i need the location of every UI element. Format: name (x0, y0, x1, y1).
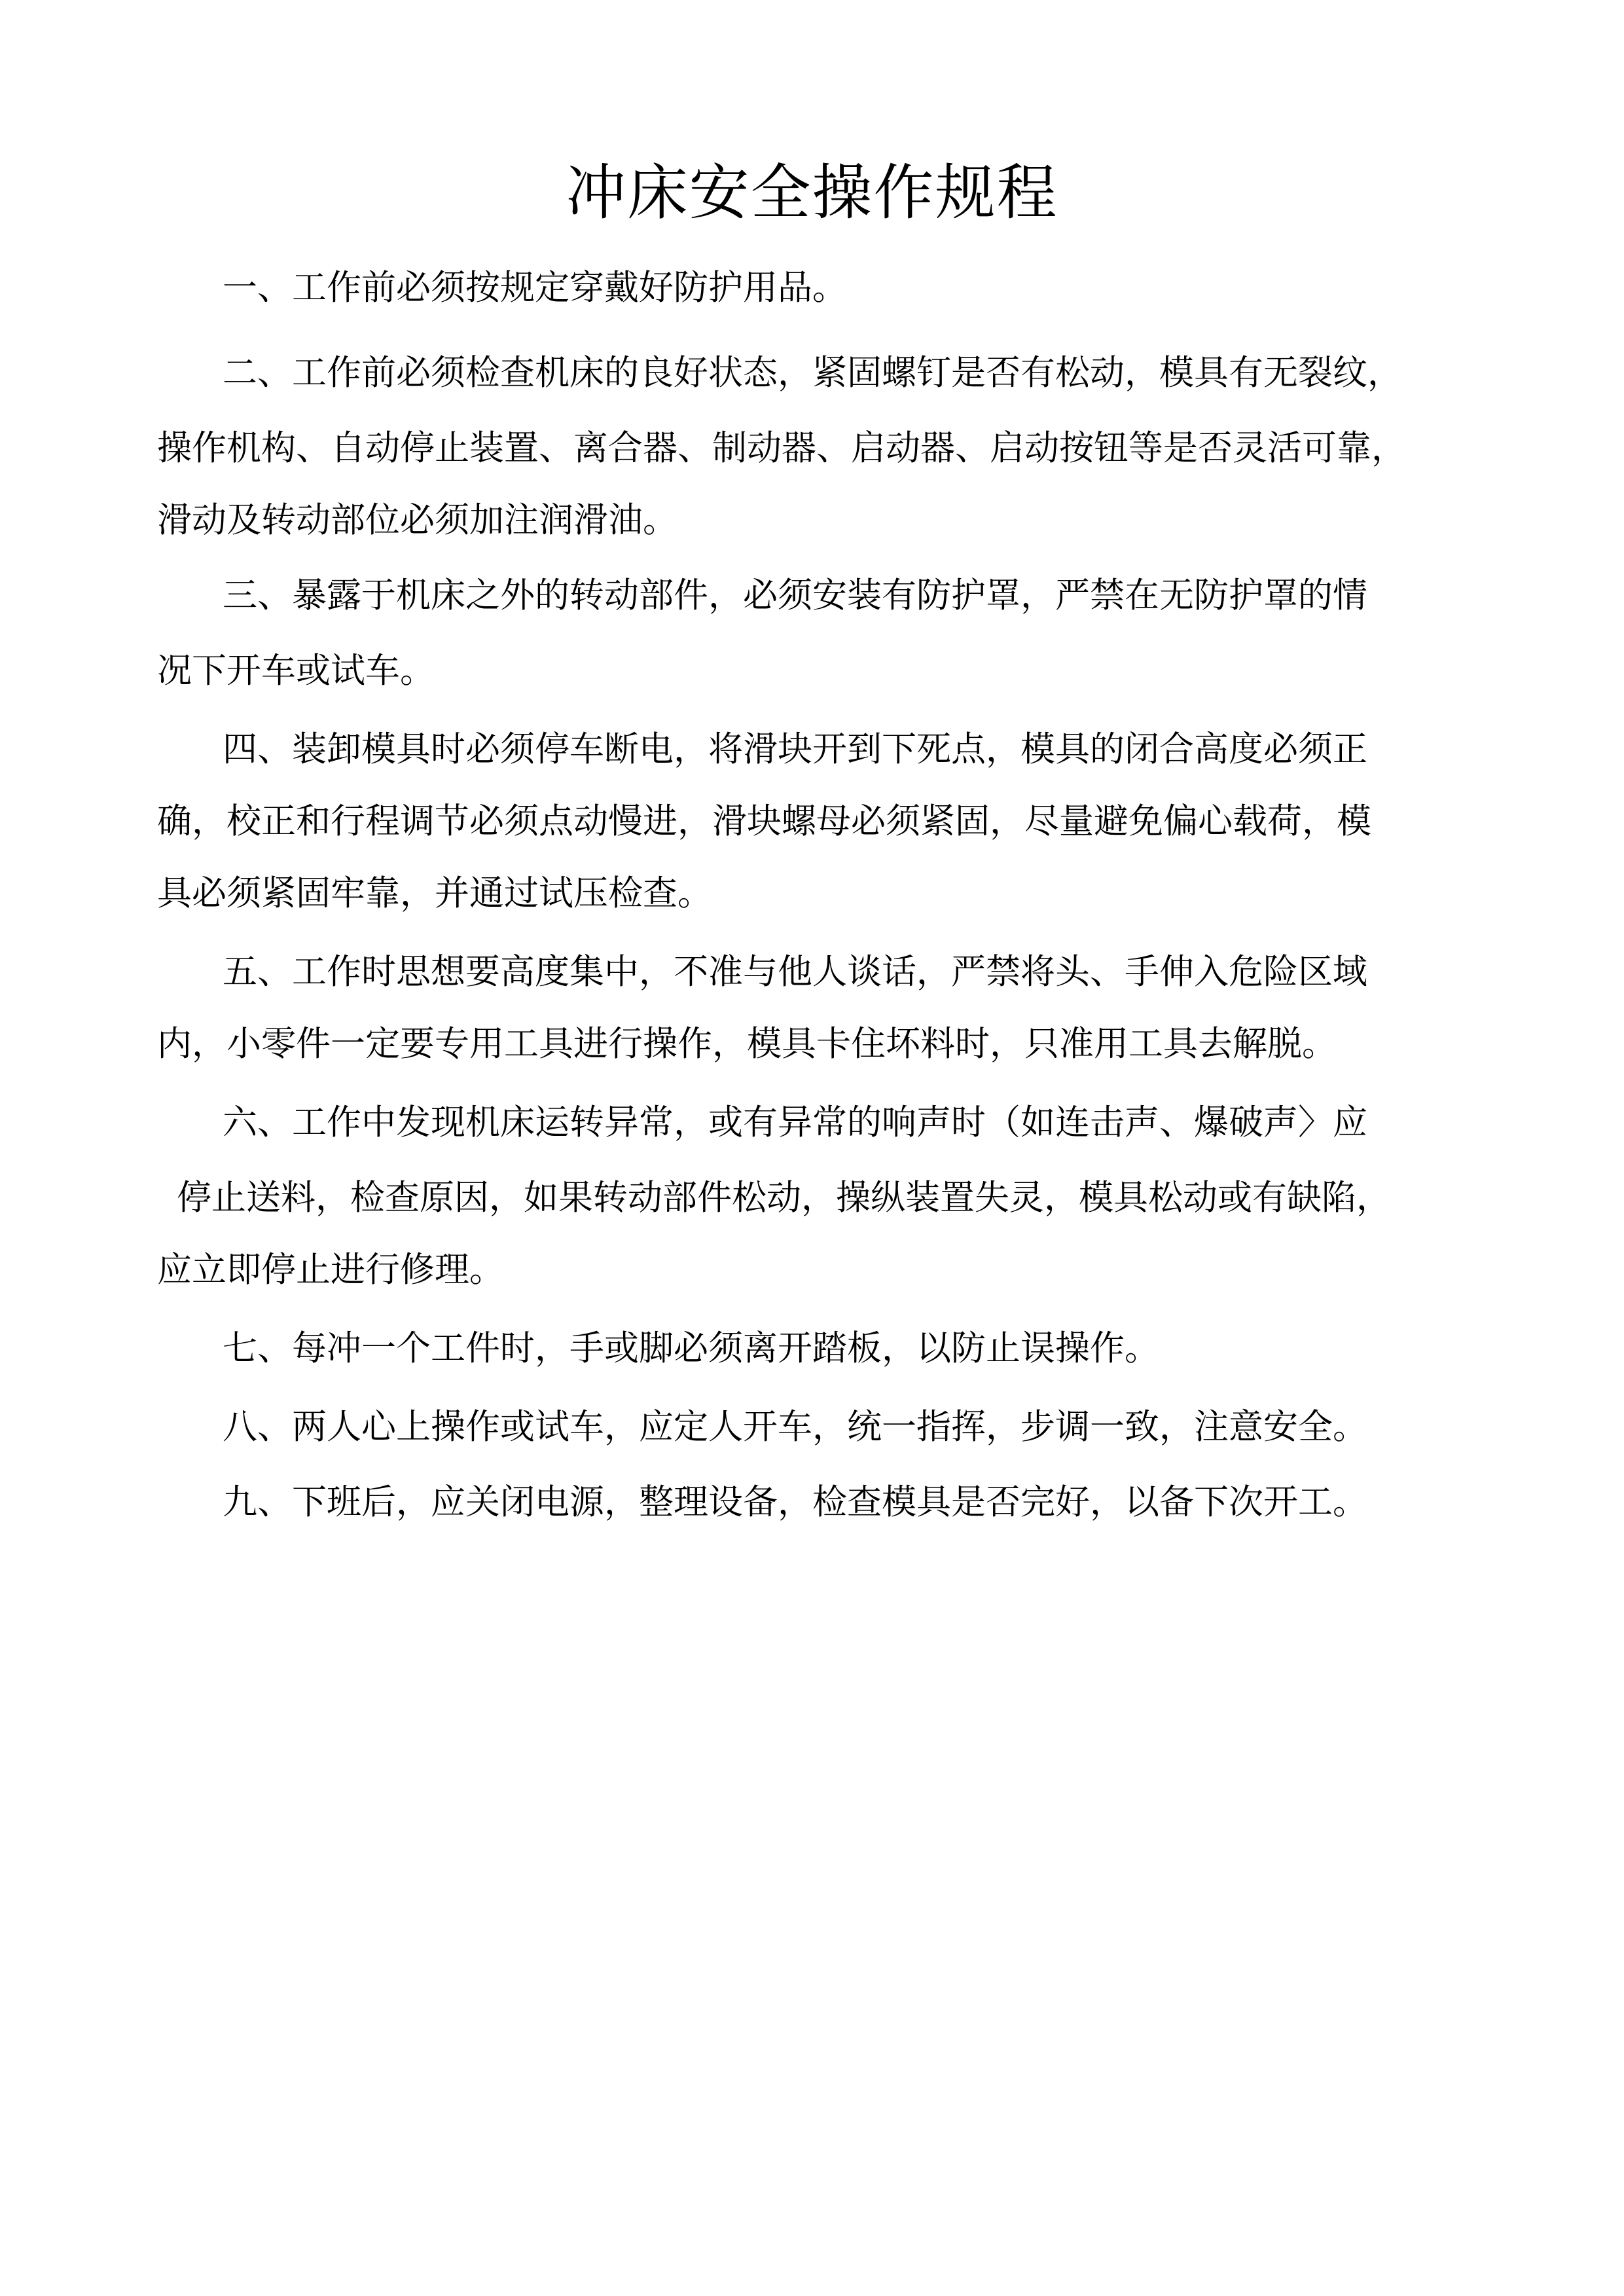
rule-4-line-1: 四、装卸模具时必须停车断电，将滑块开到下死点，模具的闭合高度必须正 (223, 729, 1367, 769)
rule-6-line-1: 六、工作中发现机床运转异常，或有异常的响声时（如连击声、爆破声〉应 (223, 1102, 1367, 1142)
rule-2-line-1: 二、工作前必须检查机床的良好状态，紧固螺钉是否有松动，模具有无裂纹， (223, 353, 1402, 393)
rule-4-line-3: 具必须紧固牢靠，并通过试压检查。 (157, 873, 712, 913)
rule-9-line-1: 九、下班后，应关闭电源，整理设备，检查模具是否完好，以备下次开工。 (223, 1482, 1367, 1522)
rule-2-line-2: 操作机构、自动停止装置、离合器、制动器、启动器、启动按钮等是否灵活可靠， (157, 428, 1406, 468)
rule-5-line-2: 内，小零件一定要专用工具进行操作，模具卡住坏料时，只准用工具去解脱。 (157, 1024, 1337, 1064)
rule-4-line-2: 确，校正和行程调节必须点动慢进，滑块螺母必须紧固，尽量避免偏心载荷，模 (157, 801, 1371, 841)
rule-8-line-1: 八、两人心上操作或试车，应定人开车，统一指挥，步调一致，注意安全。 (223, 1407, 1367, 1447)
page-title: 冲床安全操作规程 (566, 158, 1058, 228)
rule-2-line-3: 滑动及转动部位必须加注润滑油。 (157, 500, 677, 540)
rule-7-line-1: 七、每冲一个工件时，手或脚必须离开踏板，以防止误操作。 (223, 1328, 1159, 1368)
rule-6-line-2: 停止送料，检查原因，如果转动部件松动，操纵装置失灵，模具松动或有缺陷， (177, 1178, 1391, 1218)
rule-3-line-1: 三、暴露于机床之外的转动部件，必须安装有防护罩，严禁在无防护罩的情 (223, 575, 1367, 615)
rule-5-line-1: 五、工作时思想要高度集中，不准与他人谈话，严禁将头、手伸入危险区域 (223, 952, 1367, 992)
rule-6-line-3: 应立即停止进行修理。 (157, 1250, 504, 1290)
rule-1-line-1: 一、工作前必须按规定穿戴好防护用品。 (223, 268, 847, 308)
rule-3-line-2: 况下开车或试车。 (157, 651, 435, 691)
